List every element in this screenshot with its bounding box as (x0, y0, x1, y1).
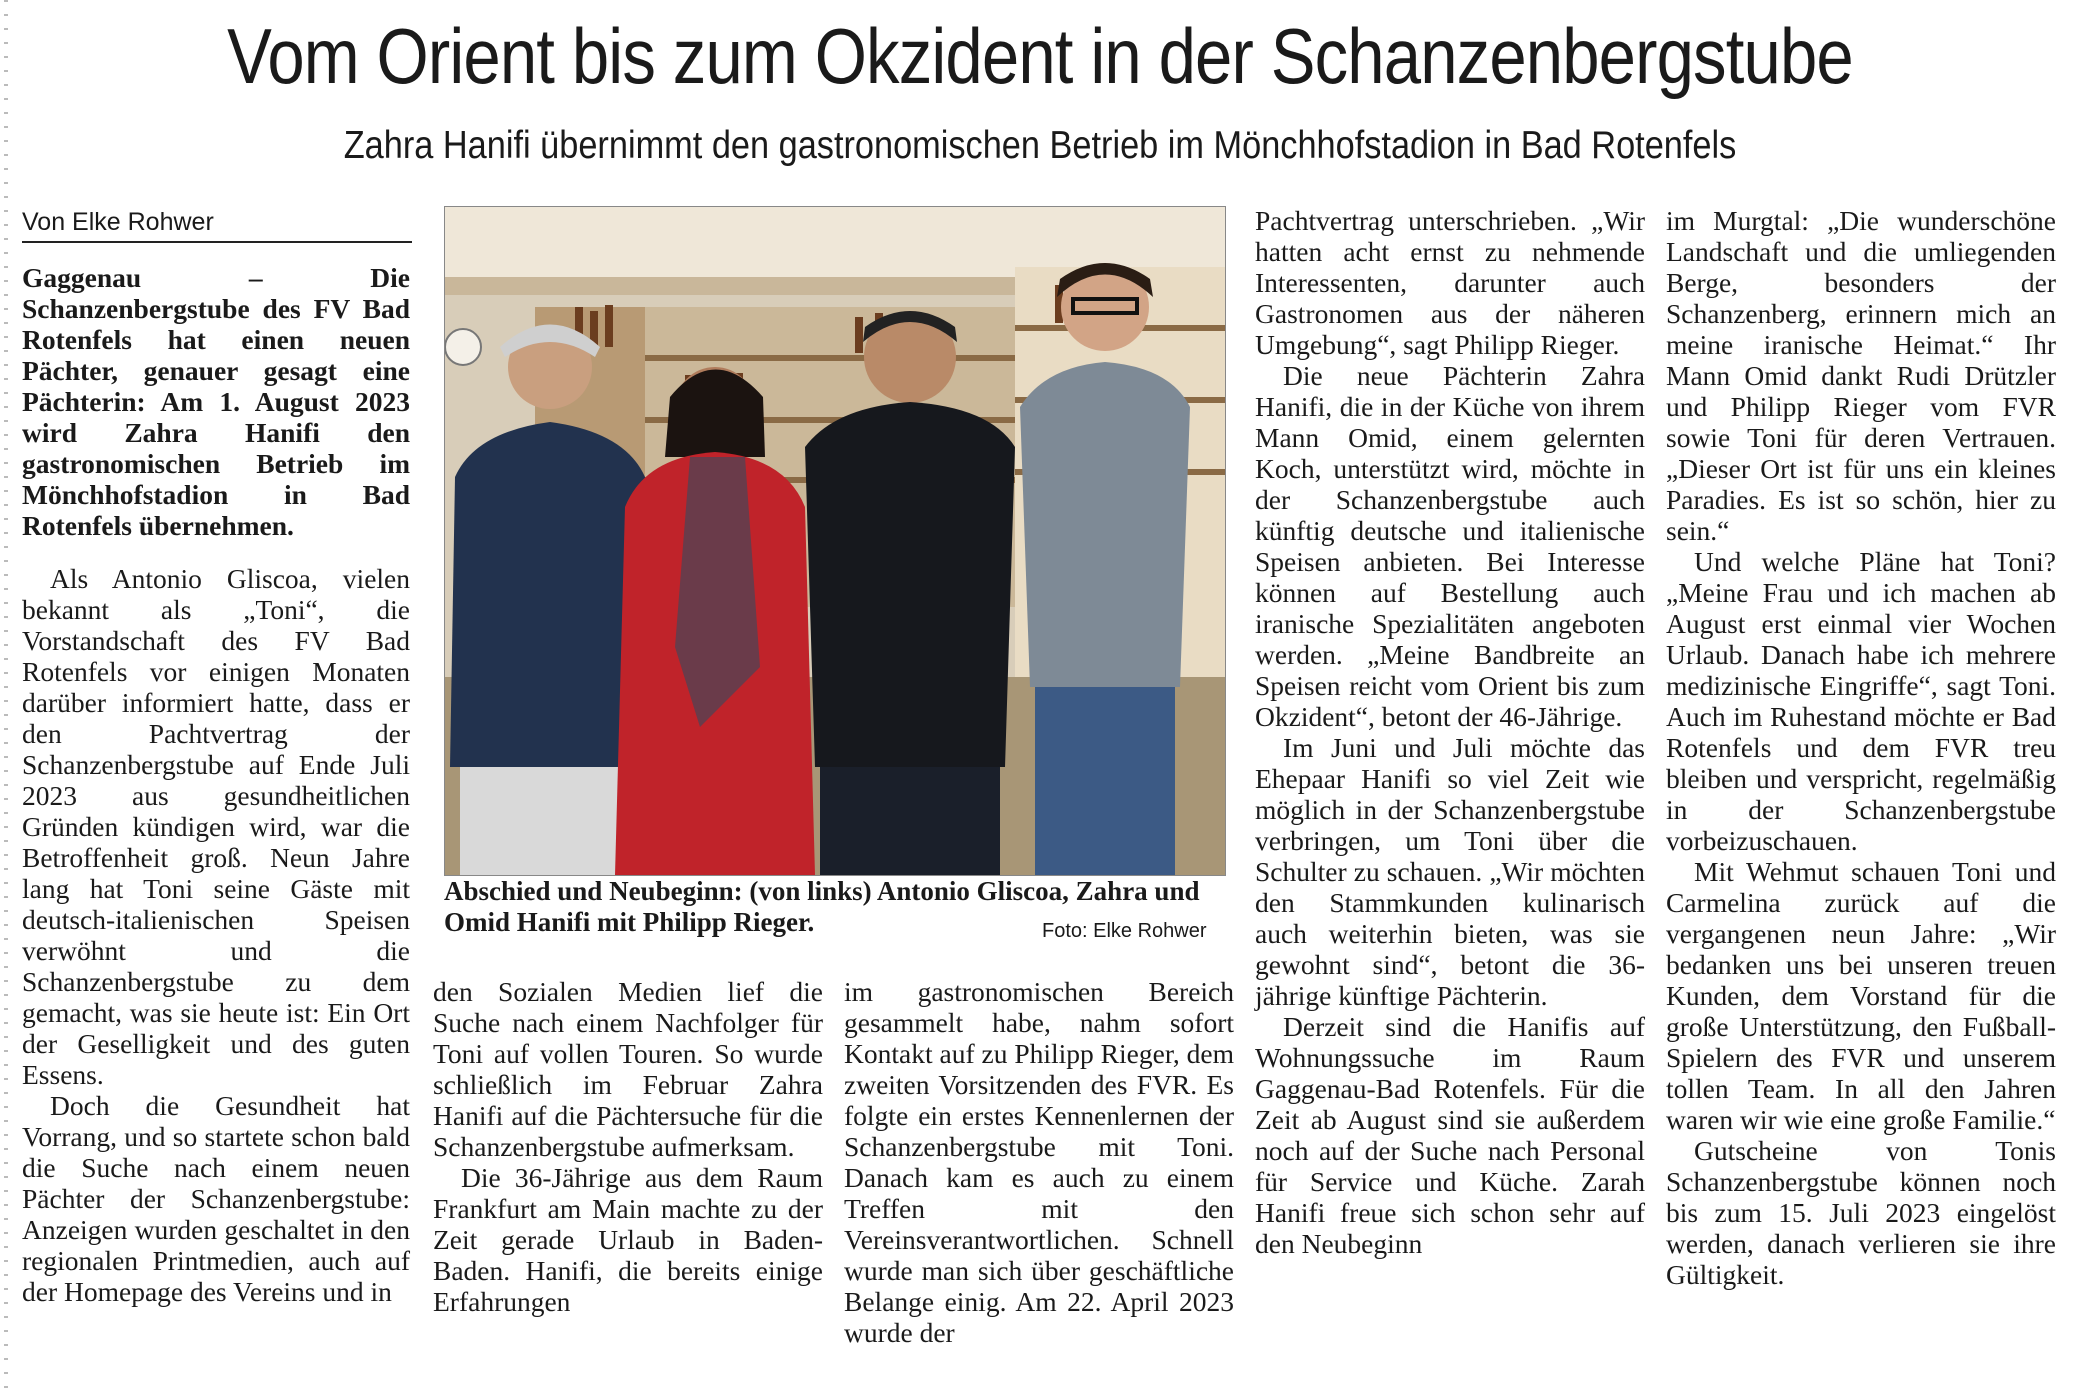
photo-illustration (445, 207, 1225, 875)
body-paragraph: im gastronomischen Bereich gesammelt habe, nahm sofort Kontakt auf zu Philipp Rieger, dem zweiten Vorsitzenden des FVR. Es folgte ein erstes Kennenlernen der Schanzenbergstube mit Toni. Danach kam es auch zu einem Treffen mit den Vereinsverantwortlichen. Schnell wurde man sich über geschäftliche Belange einig. Am 22. April 2023 wurde der (844, 976, 1234, 1348)
article-column-1 (22, 262, 410, 1307)
photo-caption: Abschied und Neubeginn: (von links) Antonio Gliscoa, Zahra und Omid Hanifi mit Philipp Rieger. (444, 876, 1200, 937)
byline: Von Elke Rohwer (22, 205, 412, 243)
article-column-5 (1666, 205, 2056, 1290)
body-paragraph: Gutscheine von Tonis Schanzenbergstube können noch bis zum 15. Juli 2023 eingelöst werden, danach verlieren sie ihre Gültigkeit. (1666, 1135, 2056, 1290)
body-paragraph: Die 36-Jährige aus dem Raum Frankfurt am Main machte zu der Zeit gerade Urlaub in Baden-Baden. Hanifi, die bereits einige Erfahrungen (433, 1162, 823, 1317)
body-paragraph: den Sozialen Medien lief die Suche nach einem Nachfolger für Toni auf vollen Touren. So wurde schließlich im Februar Zahra Hanifi auf die Pächtersuche für die Schanzenbergstube aufmerksam. (433, 976, 823, 1162)
page-edge-rule (4, 0, 8, 1400)
article-column-2 (433, 976, 823, 1317)
body-paragraph: Doch die Gesundheit hat Vorrang, und so startete schon bald die Suche nach einem neuen Pächter der Schanzenbergstube: Anzeigen wurden geschaltet in den regionalen Printmedien, auch auf der Homepage des Vereins und in (22, 1090, 410, 1307)
body-paragraph: im Murgtal: „Die wunderschöne Landschaft und die umliegenden Berge, besonders der Schanzenberg, erinnern mich an meine iranische Heimat.“ Ihr Mann Omid dankt Rudi Drützler und Philipp Rieger vom FVR sowie Toni für deren Vertrauen. „Dieser Ort ist für uns ein kleines Paradies. Es ist so schön, hier zu sein.“ (1666, 205, 2056, 546)
lead-paragraph: Gaggenau – Die Schanzenbergstube des FV Bad Rotenfels hat einen neuen Pächter, genauer gesagt eine Pächterin: Am 1. August 2023 wird Zahra Hanifi den gastronomischen Betrieb im Mönchhofstadion in Bad Rotenfels übernehmen. (22, 262, 410, 541)
body-paragraph: Mit Wehmut schauen Toni und Carmelina zurück auf die vergangenen neun Jahre: „Wir bedanken uns bei unseren treuen Kunden, dem Vorstand für die große Unterstützung, den Fußball-Spielern des FVR und unserem tollen Team. In all den Jahren waren wir wie eine große Familie.“ (1666, 856, 2056, 1135)
body-paragraph: Pachtvertrag unterschrieben. „Wir hatten acht ernst zu nehmende Interessenten, darunter auch Gastronomen aus der näheren Umgebung“, sagt Philipp Rieger. (1255, 205, 1645, 360)
headline: Vom Orient bis zum Okzident in der Schanzenbergstube (227, 12, 1853, 100)
article-column-3 (844, 976, 1234, 1348)
body-paragraph: Derzeit sind die Hanifis auf Wohnungssuche im Raum Gaggenau-Bad Rotenfels. Für die Zeit ab August sind sie außerdem noch auf der Suche nach Personal für Service und Küche. Zarah Hanifi freue sich schon sehr auf den Neubeginn (1255, 1011, 1645, 1259)
body-paragraph: Die neue Pächterin Zahra Hanifi, die in der Küche von ihrem Mann Omid, einem gelernten Koch, unterstützt wird, möchte in der Schanzenbergstube auch künftig deutsche und italienische Speisen anbieten. Bei Interesse können auf Bestellung auch iranische Spezialitäten angeboten werden. „Meine Bandbreite an Speisen reicht vom Orient bis zum Okzident“, betont der 46-Jährige. (1255, 360, 1645, 732)
article-column-4 (1255, 205, 1645, 1259)
photo-credit: Foto: Elke Rohwer (1042, 920, 1207, 942)
article-photo (444, 206, 1226, 876)
body-paragraph: Und welche Pläne hat Toni? „Meine Frau und ich machen ab August erst einmal vier Wochen Urlaub. Danach habe ich mehrere medizinische Eingriffe“, sagt Toni. Auch im Ruhestand möchte er Bad Rotenfels und dem FVR treu bleiben und verspricht, regelmäßig in der Schanzenbergstube vorbeizuschauen. (1666, 546, 2056, 856)
subheadline: Zahra Hanifi übernimmt den gastronomischen Betrieb im Mönchhofstadion in Bad Rotenfels (343, 124, 1737, 167)
body-paragraph: Als Antonio Gliscoa, vielen bekannt als „Toni“, die Vorstandschaft des FV Bad Rotenfels vor einigen Monaten darüber informiert hatte, dass er den Pachtvertrag der Schanzenbergstube auf Ende Juli 2023 aus gesundheitlichen Gründen kündigen wird, war die Betroffenheit groß. Neun Jahre lang hat Toni seine Gäste mit deutsch-italienischen Speisen verwöhnt und die Schanzenbergstube zu dem gemacht, was sie heute ist: Ein Ort der Geselligkeit und des guten Essens. (22, 563, 410, 1090)
body-paragraph: Im Juni und Juli möchte das Ehepaar Hanifi so viel Zeit wie möglich in der Schanzenbergstube verbringen, um Toni über die Schulter zu schauen. „Wir möchten den Stammkunden kulinarisch auch weiterhin bieten, was sie gewohnt sind“, betont die 36-jährige künftige Pächterin. (1255, 732, 1645, 1011)
